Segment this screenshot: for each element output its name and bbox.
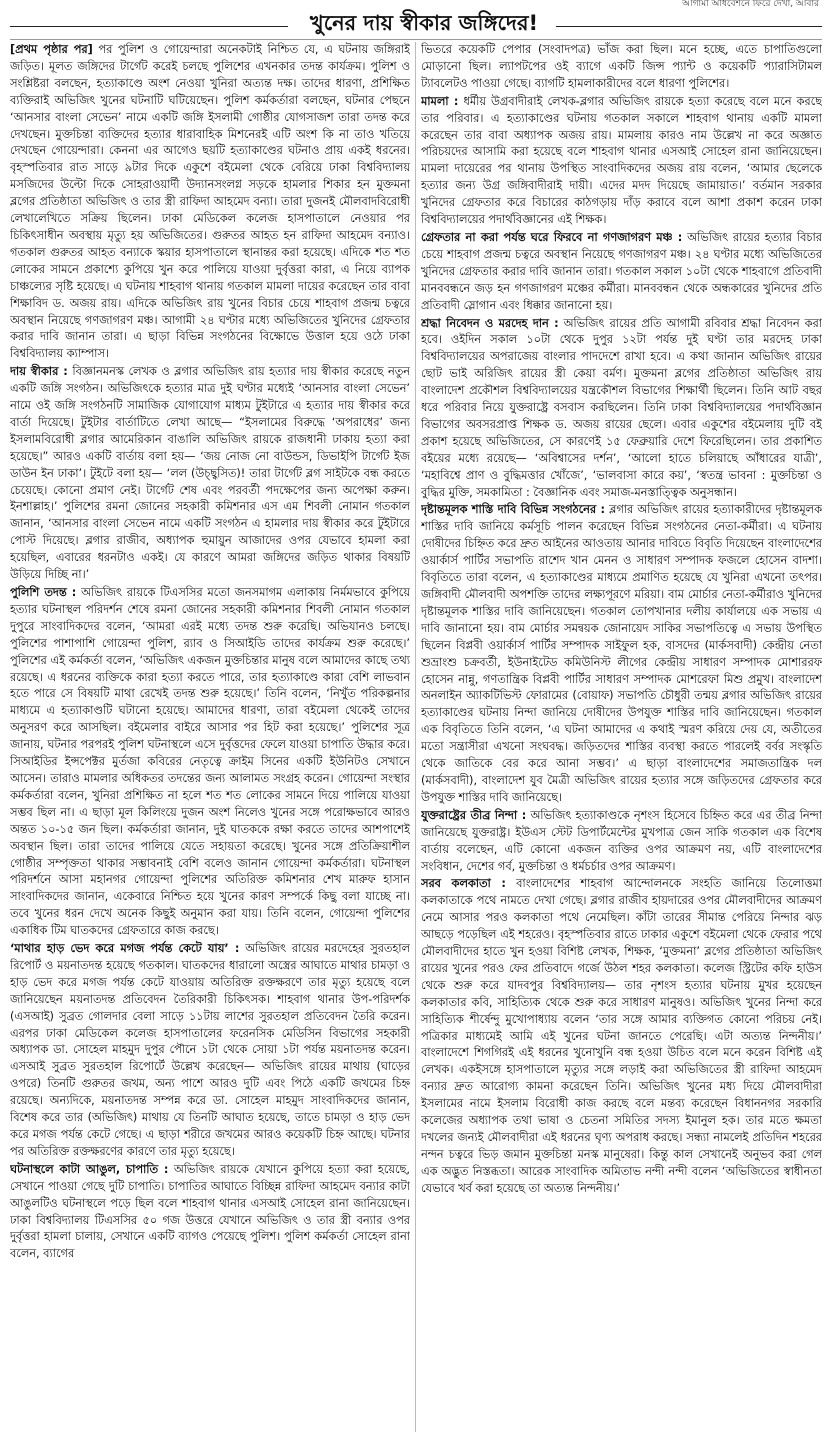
section-heading-us: যুক্তরাষ্ট্রের তীব্র নিন্দা : [421, 808, 527, 822]
paragraph-us-condemn [421, 808, 822, 876]
section-heading-gonojagoron: গ্রেফতার না করা পর্যন্ত ঘরে ফিরবে না গণজাগরণ মঞ্চ : [421, 230, 683, 244]
headline-rule-bottom [10, 39, 822, 40]
previous-headline-fragment: আগামী অধিবেশনে ফিরে দেখা, আবার [682, 0, 819, 8]
section-heading-kolkata: সরব কলকাতা : [421, 877, 506, 891]
paragraph-evidence [10, 1162, 410, 1263]
paragraph-text: ব্লগার অভিজিৎ রায়ের হত্যাকারীদের দৃষ্টান্তমূলক শাস্তির দাবি জানিয়ে কর্মসূচি পালন করেছেন বিভিন্ন সংগঠনের নেতা-কর্মীরা। এ ঘটনায় দোষীদের চিহ্নিত করে দ্রুত আইনের আওতায় আনার দাবিতে বিবৃতি দিয়েছেন বাংলাদেশের ওয়ার্কার্স পার্টির সভাপতি রাশেদ খান মেনন ও সাধারণ সম্পাদক ফজলে হোসেন বাদশা। বিবৃতিতে তারা বলেন, এ হত্যাকাণ্ডের মাধ্যমে প্রমাণিত হয়েছে যে খুনিরা এখনো তৎপর। জঙ্গিবাদী মৌলবাদী অপশক্তি তাদের লক্ষ্যপূরণে মরিয়া। বাম মোর্চার নেতা-কর্মীরাও খুনিদের দৃষ্টান্তমূলক শাস্তির দাবি জানিয়েছেন। গতকাল তোপখানার দলীয় কার্যালয়ে এক সভায় এ দাবি জানানো হয়। বাম মোর্চার সমন্বয়ক জোনায়েদ সাকির সভাপতিত্বে এ সভায় উপস্থিত ছিলেন বিপ্লবী ওয়ার্কার্স পার্টির সম্পাদক সাইফুল হক, বাসদের (মার্কসবাদী) কেন্দ্রীয় নেতা শুভ্রাংশু চক্রবর্তী, ইউনাইটেড কমিউনিস্ট লীগের কেন্দ্রীয় সাধারণ সম্পাদক মোশাররফ হোসেন নান্নু, গণতান্ত্রিক বিপ্লবী পার্টির সাধারণ সম্পাদক মোশরেফা মিশু প্রমুখ। বাংলাদেশ অনলাইন অ্যাকটিভিস্ট ফোরামের (বোয়াফ) সভাপতি চৌধুরী তন্ময় ব্লগার অভিজিৎ রায়ের হত্যাকাণ্ডের ঘটনায় নিন্দা জানিয়ে দোষীদের উপযুক্ত শাস্তির দাবি জানিয়েছেন। গতকাল এক বিবৃতিতে তিনি বলেন, ‘এ ঘটনা আমাদের এ কথাই স্মরণ করিয়ে দেয় যে, অতীতের মতো সন্ত্রাসীরা এখনো সংঘবদ্ধ। জড়িতদের শাস্তির ব্যবস্থা করতে পারলেই বর্বর সংস্কৃতি থেকে জাতিকে বের করে আনা সম্ভব।’ এ ছাড়া বাংলাদেশের সমাজতান্ত্রিক দল (মার্কসবাদী), বাংলাদেশ যুব মৈত্রী অভিজিৎ রায়ের হত্যার সঙ্গে জড়িতদের গ্রেফতার করে উপযুক্ত শাস্তির দাবি জানিয়েছে। [421, 503, 822, 804]
kicker-bracket-open: [ [10, 43, 16, 56]
kicker-bracket-close: ] [87, 43, 93, 56]
paragraph-gonojagoron [421, 230, 822, 315]
paragraph-text: পর পুলিশ ও গোয়েন্দারা অনেকটাই নিশ্চিত যে, এ ঘটনায় জঙ্গিরাই জড়িত। মূলত জঙ্গিদের টার্গেট করেই চলছে পুলিশের এখনকার তদন্ত কার্যক্রম। পুলিশ ও সংশ্লিষ্টরা বলছেন, হত্যাকাণ্ডে অংশ নেওয়া খুনিরা অত্যন্ত দক্ষ। তাদের ধারণা, প্রশিক্ষিত ব্যক্তিরাই অভিজিৎ খুনের ঘটনাটি ঘটিয়েছেন। পুলিশ কর্মকর্তারা বলছেন, ঘটনার পেছনে ‘আনসার বাংলা সেভেন’ নামে একটি জঙ্গি ইসলামী গোষ্ঠীর যোগসাজশ তারা তদন্ত করে দেখছেন। মুক্তচিন্তা ব্যক্তিদের হত্যার ধারাবাহিক মিশনেরই এটি অংশ কি না তাও খতিয়ে দেখছেন গোয়েন্দারা। কেননা এর আগেও ছয়টি হত্যাকাণ্ডের ঘটনাও প্রায় একই ধরনের। বৃহস্পতিবার রাত সাড়ে ৯টার দিকে একুশে বইমেলা থেকে বেরিয়ে ঢাকা বিশ্ববিদ্যালয় মসজিদের উল্টো দিকে সোহরাওয়ার্দী উদ্যানসংলগ্ন সড়কে হামলার শিকার হন মুক্তমনা ব্লগের প্রতিষ্ঠাতা অভিজিৎ ও তার স্ত্রী রাফিদা আহমেদ বন্যা। তারা দুজনই মৌলবাদবিরোধী লেখালেখিতে সক্রিয় ছিলেন। ঢাকা মেডিকেল কলেজ হাসপাতালে নেওয়ার পর চিকিৎসাধীন অবস্থায় মৃত্যু হয় অভিজিতের। গুরুতর আহত হন রাফিদা আহমেদ বন্যাও। গতকাল গুরুতর আহত বন্যাকে স্কয়ার হাসপাতালে স্থানান্তর করা হয়েছে। এদিকে শত শত লোকের সামনে প্রকাশ্যে কুপিয়ে খুন করে পালিয়ে যাওয়া দুর্বৃত্তরা কারা, এ নিয়ে ব্যাপক চাঞ্চল্যের সৃষ্টি হয়েছে। এ ঘটনায় শাহবাগ থানায় গতকাল মামলা দায়ের করেছেন তার বাবা শিক্ষাবিদ ড. অজয় রায়। এদিকে অভিজিৎ রায় খুনের বিচার চেয়ে শাহবাগ প্রজন্ম চত্বরে অবস্থান নিয়েছে গণজাগরণ মঞ্চ। আগামী ২৪ ঘণ্টার মধ্যে অভিজিতের খুনিদের গ্রেফতার করার দাবি জানান তারা। এ ছাড়া বিভিন্ন সংগঠনের বিক্ষোভে উত্তাল হয়ে ওঠে ঢাকা বিশ্ববিদ্যালয় ক্যাম্পাস। [10, 43, 410, 361]
section-heading-police: পুলিশি তদন্ত : [10, 586, 77, 599]
paragraph-case [421, 94, 822, 229]
section-heading-case: মামলা : [421, 94, 459, 108]
paragraph-text: বাংলাদেশের শাহবাগ আন্দোলনকে সংহতি জানিয়ে তিলোত্তমা কলকাতাকে পথে নামতে দেখা গেছে। ব্লগার রাজীব হায়দারের ওপর মৌলবাদীদের আক্রমণ নেমে আসার পরও কলকাতা পথে নেমেছিল। কাঁটা তারের সীমান্ত পেরিয়ে নিন্দার ঝড় আছড়ে পড়েছিল এই শহরেও। বৃহস্পতিবার রাতে ঢাকার একুশে বইমেলা থেকে ফেরার পথে মৌলবাদীদের হাতে খুন হওয়া বিশিষ্ট লেখক, শিক্ষক, ‘মুক্তমনা’ ব্লগের প্রতিষ্ঠাতা অভিজিৎ রায়ের খুনের পরও ফের প্রতিবাদে গর্জে উঠল শহর কলকাতা। কলেজ স্ট্রিটের কফি হাউস থেকে শুরু করে যাদবপুর বিশ্ববিদ্যালয়— তার নৃশংস হত্যার ঘটনায় মুখর হয়েছেন কলকাতার কবি, সাহিত্যিক থেকে শুরু করে সাধারণ মানুষও। অভিজিৎ খুনের নিন্দা করে সাহিত্যিক শীর্ষেন্দু মুখোপাধ্যায় বলেন ‘তার সঙ্গে আমার ব্যক্তিগত কোনো পরিচয় নেই। পত্রিকার মাধ্যমেই আমি এই খুনের ঘটনা জানতে পেরেছি। এটা অত্যন্ত নিন্দনীয়।’ বাংলাদেশে শিগগিরই এই ধরনের খুনোখুনি বন্ধ হওয়া উচিত বলে মনে করেন বিশিষ্ট এই লেখক। একইসঙ্গে হাসপাতালে মৃত্যুর সঙ্গে লড়াই করা অভিজিতের স্ত্রী রাফিদা আহমেদ বন্যার দ্রুত আরোগ্য কামনা করেছেন তিনি। অভিজিৎ খুনের মধ্য দিয়ে মৌলবাদীরা ইসলামের নামে ইসলাম বিরোধী কাজ করছে বলে মন্তব্য করেছেন বিধাননগর সরকারি কলেজের অধ্যাপক তথা ভাষা ও চেতনা সমিতির সদস্য ইমানুল হক। তার মতে ক্ষমতা দখলের জন্যই মৌলবাদীরা এই ধরনের ঘৃণ্য অপরাধ করছে। সন্ধ্যা নামলেই প্রতিদিন শহরের নন্দন চত্বরে ভিড় জমান মুক্তচিন্তা মনস্ক মানুষেরা। কিন্তু কাল সেখানেই অনুভব করা গেল এক অদ্ভুত নিস্তব্ধতা। আরেক সাংবাদিক অমিতাভ নন্দী নন্দী বলেন ‘অভিজিতের স্বাধীনতা যেভাবে খর্ব করা হয়েছে তা অত্যন্ত নিন্দনীয়।’ [421, 877, 822, 1195]
continued-kicker: প্রথম পৃষ্ঠার পর [15, 43, 88, 56]
article-column-right [421, 42, 822, 1436]
page-headline: খুনের দায় স্বীকার জঙ্গিদের! [309, 11, 539, 35]
paragraph-tribute [421, 316, 822, 502]
section-heading-evidence: ঘটনাস্থলে কাটা আঙুল, চাপাতি : [10, 1162, 169, 1176]
section-heading-tribute: শ্রদ্ধা নিবেদন ও মরদেহ দান : [421, 316, 559, 330]
paragraph-text: অভিজিৎ হত্যাকাণ্ডকে নৃশংস হিসেবে চিহ্নিত করে এর তীব্র নিন্দা জানিয়েছে যুক্তরাষ্ট্র। ইউএস স্টেট ডিপার্টমেন্টের মুখপাত্র জেন সাকি গতকাল এক বিশেষ বার্তায় বলেছেন, এটি কোনো একজন ব্যক্তির ওপর আক্রমণ নয়, এটি বাংলাদেশের সংবিধান, দেশের গর্ব, মুক্তচিন্তা ও ধর্মচর্চার ওপর আক্রমণ। [421, 808, 822, 873]
paragraph-bag [421, 42, 822, 93]
paragraph-text: অভিজিৎ রায়কে টিএসসির মতো জনসমাগম এলাকায় নির্মমভাবে কুপিয়ে হত্যার ঘটনাস্থল পরিদর্শন শেষে রমনা জোনের সহকারী কমিশনার শিবলী নোমান গতকাল দুপুরে সাংবাদিকদের বলেন, ‘আমরা এরই মধ্যে তদন্ত শুরু করেছি। অভিযানও চলছে। পুলিশের পাশাপাশি গোয়েন্দা পুলিশ, র‍্যাব ও সিআইডি তাদের কার্যক্রম শুরু করেছে।’ পুলিশের এই কর্মকর্তা বলেন, ‘অভিজিৎ একজন মুক্তচিন্তার মানুষ বলে আমাদের কাছে তথ্য রয়েছে। এ ধরনের ব্যক্তিকে কারা হত্যা করতে পারে, তার হত্যাকাণ্ডে কারা বেশি লাভবান হতে পারে সে বিষয়টি মাথা রেখেই তদন্ত শুরু হয়েছে।’ তিনি বলেন, ‘নিখুঁত পরিকল্পনার মাধ্যমে এ হত্যাকাণ্ডটি ঘটানো হয়েছে। আমাদের ধারণা, তারা বইমেলা থেকেই তাদের অনুসরণ করে আসছিল। বইমেলার বাইরে আসার পর হিট করা হয়েছে।’ পুলিশের সূত্র জানায়, ঘটনার পরপরই পুলিশ ঘটনাস্থলে এসে দুর্বৃত্তদের ফেলে যাওয়া চাপাতি উদ্ধার করে। সিআইডির ইন্সপেক্টর মুর্তজা কবিরের নেতৃত্বে ক্রাইম সিনের একটি ইউনিটও সেখানে আসেন। তারাও মামলার অধিকতর তদন্তের জন্য আলামত সংগ্রহ করেন। গোয়েন্দা সংস্থার কর্মকর্তারা বলেন, খুনিরা প্রশিক্ষিত না হলে শত শত লোকের সামনে দিয়ে পালিয়ে যাওয়া সম্ভব ছিল না। এ ছাড়া মূল কিলিংয়ে দুজন অংশ নিলেও খুনের সঙ্গে পরোক্ষভাবে আরও অন্তত ১০-১৫ জন ছিল। কর্মকর্তারা জানান, দুই ঘাতককে রক্ষা করতে তাদের আশপাশেই অবস্থান ছিল। তারা তাদের পালিয়ে যেতে সহায়তা করেছে। খুনের সঙ্গে প্রতিক্রিয়াশীল গোষ্ঠীর সম্পৃক্ততা থাকার সম্ভাবনাই বেশি বলেও জানান গোয়েন্দা কর্মকর্তারা। ঘটনাস্থল পরিদর্শনে আসা মহানগর গোয়েন্দা পুলিশের অতিরিক্ত কমিশনার শেখ মারুফ হাসান সাংবাদিকদের জানান, একেবারে নিশ্চিত হয়ে খুনের কারণ সম্পর্কে কিছু বলা যাচ্ছে না। তবে খুনের ধরন দেখে অনেক কিছুই অনুমান করা যায়। তিনি বলেন, গোয়েন্দা পুলিশের একাধিক টিম ঘাতকদের গ্রেফতারে কাজ করছে। [10, 586, 410, 938]
paragraph-text: অভিজিৎ রায়কে যেখানে কুপিয়ে হত্যা করা হয়েছে, সেখানে পাওয়া গেছে দুটি চাপাতি। চাপাতির আঘাতে বিচ্ছিন্ন রাফিদা আহমেদ বন্যার কাটা আঙুলটিও ঘটনাস্থলে পড়ে ছিল বলে শাহবাগ থানার এসআই সোহেল রানা জানিয়েছেন। ঢাকা বিশ্ববিদ্যালয় টিএসসির ৫০ গজ উত্তরে যেখানে অভিজিৎ ও তার স্ত্রী বন্যার ওপর দুর্বৃত্তরা হামলা চালায়, সেখানে একটি ব্যাগও পেয়েছে পুলিশ। পুলিশ কর্মকর্তা সোহেল রানা বলেন, ব্যাগের [10, 1162, 410, 1261]
paragraph-text: অভিজিৎ রায়ের হত্যার বিচার চেয়ে শাহবাগ প্রজন্ম চত্বরে অবস্থান নিয়েছে গণজাগরণ মঞ্চ। ২৪ ঘণ্টার মধ্যে অভিজিতের খুনিদের গ্রেফতার করার দাবি জানান তারা। গতকাল সকাল ১০টা থেকে শাহবাগে প্রতিবাদী মানববন্ধনে জড় হন গণজাগরণ মঞ্চের কর্মীরা। মানববন্ধন থেকে অন্ধকারের খুনিদের প্রতি প্রতিবাদী স্লোগান এবং ধিক্কার জানানো হয়। [421, 230, 822, 312]
paragraph-police-investigation [10, 585, 410, 940]
column-divider [415, 42, 416, 1432]
paragraph-organizations [421, 502, 822, 806]
paragraph-text: অভিজিৎ রায়ের প্রতি আগামী রবিবার শ্রদ্ধা নিবেদন করা হবে। ওইদিন সকাল ১০টা থেকে দুপুর ১২টা পর্যন্ত দুই ঘণ্টা তার মরদেহ ঢাকা বিশ্ববিদ্যালয়ের অপরাজেয় বাংলার পাদদেশে রাখা হবে। এ কথা জানান অভিজিৎ রায়ের ছোট ভাই অরিজিৎ রায়ের স্ত্রী কেয়া বর্মণ। মুক্তমনা ব্লগের প্রতিষ্ঠাতা অভিজিৎ রায় বাংলাদেশ প্রকৌশল বিশ্ববিদ্যালয়ের যন্ত্রকৌশল বিভাগের শিক্ষার্থী ছিলেন। তিনি আট বছর ধরে পরিবার নিয়ে যুক্তরাষ্ট্রে বসবাস করছিলেন। তিনি ঢাকা বিশ্ববিদ্যালয়ের পদার্থবিজ্ঞান বিভাগের অবসরপ্রাপ্ত শিক্ষক ড. অজয় রায়ের ছেলে। এবার একুশের বইমেলায় দুটি বই প্রকাশ হয়েছে অভিজিতের, সে কারণেই ১৫ ফেব্রুয়ারি দেশে ফিরেছিলেন। তার প্রকাশিত বইয়ের মধ্যে রয়েছে— ‘অবিশ্বাসের দর্শন’, ‘আলো হাতে চলিয়াছে আঁধারের যাত্রী’, ‘মহাবিশ্বে প্রাণ ও বুদ্ধিমত্তার খোঁজে’, ‘ভালবাসা কারে কয়’, ‘স্বতন্ত্র ভাবনা : মুক্তচিন্তা ও বুদ্ধির মুক্তি, সমকামিতা : বৈজ্ঞানিক এবং সমাজ-মনস্তাত্ত্বিক অনুসন্ধান। [421, 316, 822, 499]
paragraph-autopsy [10, 941, 410, 1161]
article-column-left [10, 42, 410, 1436]
section-heading-autopsy: ‘মাথার হাড় ভেদ করে মগজ পর্যন্ত কেটে যায়’ : [10, 942, 240, 956]
paragraph-claim [10, 364, 410, 584]
section-heading-claim: দায় স্বীকার : [10, 365, 68, 379]
section-heading-organizations: দৃষ্টান্তমূলক শাস্তি দাবি বিভিন্ন সংগঠনের : [421, 503, 606, 517]
paragraph-text: ভিতরে কয়েকটি পেপার (সংবাদপত্র) ভাঁজ করা ছিল। মনে হচ্ছে, এতে চাপাতিগুলো মোড়ানো ছিল। ল্যাপটপের ওই ব্যাগে একটি জিন্স প্যান্ট ও কয়েকটি প্যারাসিটামল ট্যাবলেটও পাওয়া গেছে। ব্যাগটি হামলাকারীদের বলে ধারণা পুলিশের। [421, 43, 822, 90]
headline-rule-left [10, 26, 288, 27]
paragraph-text: অভিজিৎ রায়ের মরদেহের সুরতহাল রিপোর্ট ও ময়নাতদন্ত হয়েছে গতকাল। ঘাতকদের ধারালো অস্ত্রের আঘাতে মাথার চামড়া ও হাড় ভেদ করে মগজ পর্যন্ত কেটে যাওয়ায় অতিরিক্ত রক্তক্ষরণে তার মৃত্যু হয়েছে বলে জানিয়েছেন ময়নাতদন্ত প্রতিবেদন তৈরিকারী চিকিৎসক। শাহবাগ থানার উপ-পরিদর্শক (এসআই) সুব্রত গোলদার বেলা সাড়ে ১১টায় লাশের সুরতহাল প্রতিবেদন তৈরি করেন। এরপর ঢাকা মেডিকেল কলেজ হাসপাতালের ফরেনসিক মেডিসিন বিভাগের সহকারী অধ্যাপক ডা. সোহেল মাহমুদ দুপুর পৌনে ১টা থেকে সোয়া ১টা পর্যন্ত ময়নাতদন্ত করেন। এসআই সুব্রত সুরতহাল রিপোর্টে উল্লেখ করেছেন— অভিজিৎ রায়ের মাথায় (ঘাড়ের ওপরে) তিনটি গুরুতর জখম, অন্য পাশে আরও দুটি এবং পিঠে একটি জখমের চিহ্ন রয়েছে। অন্যদিকে, ময়নাতদন্ত সম্পন্ন করে ডা. সোহেল মাহমুদ সাংবাদিকদের জানান, বিশেষ করে তার (অভিজিৎ) মাথায় যে তিনটি আঘাত হয়েছে, তাতে চামড়া ও হাড় ভেদ করে মগজ পর্যন্ত কেটে গেছে। এ ছাড়া শরীরে জখমের আরও কয়েকটি চিহ্ন আছে। ঘটনার পর অতিরিক্ত রক্তক্ষরণের কারণে তার মৃত্যু হয়েছে। [10, 942, 410, 1158]
paragraph-kolkata [421, 876, 822, 1197]
paragraph-text: ধর্মীয় উগ্রবাদীরাই লেখক-ব্লগার অভিজিৎ রায়কে হত্যা করেছে বলে মনে করছে তার পরিবার। এ হত্যাকাণ্ডের ঘটনায় গতকাল সকালে শাহবাগ থানায় একটি মামলা করেছেন তার বাবা অধ্যাপক অজয় রায়। মামলায় কারও নাম উল্লেখ না করে অজ্ঞাত পরিচয়দের আসামি করা হয়েছে বলে শাহবাগ থানার এসআই সোহেল রানা জানিয়েছেন। মামলা দায়েরের পর থানায় উপস্থিত সাংবাদিকদের অজয় রায় বলেন, ‘আমার ছেলেকে হত্যার জন্য উগ্র জঙ্গিবাদীরাই দায়ী। এদের মদদ দিয়েছে জামায়াত।’ বর্তমান সরকার খুনিদের গ্রেফতার করে বিচারের কাঠগড়ায় দাঁড় করাবে বলে আশা প্রকাশ করেন ঢাকা বিশ্ববিদ্যালয়ের পদার্থবিজ্ঞানের এই শিক্ষক। [421, 94, 822, 227]
paragraph-text: বিজ্ঞানমনস্ক লেখক ও ব্লগার অভিজিৎ রায় হত্যার দায় স্বীকার করেছে নতুন একটি জঙ্গি সংগঠন। অভিজিৎকে হত্যার মাত্র দুই ঘণ্টার মধ্যেই ‘আনসার বাংলা সেভেন’ নামে ওই জঙ্গি সংগঠনটি সামাজিক যোগাযোগ মাধ্যম টুইটারে এ হত্যার দায় স্বীকার করে বার্তা দিয়েছে। টুইটার বার্তাটিতে লেখা আছে— “ইসলামের বিরুদ্ধে ‘অপরাধের’ জন্য ইসলামবিরোধী ব্লগার আমেরিকান বাঙালি অভিজিৎ রায়কে রাজধানী ঢাকায় হত্যা করা হয়েছে।” আরও একটি বার্তায় বলা হয়— ‘জয় নোজ নো বাউন্ডস, ডিভাইপি টার্গেট ইজ ডাউন ইন ঢাকা’। টুইটে বলা হয়— ‘লল (উচ্ছ্বসিত)! তারা টার্গেট ব্লগ সাইটকে বন্ধ করতে চেয়েছে। কোনো প্রমাণ নেই। টার্গেট শেষ এবং পরবর্তী পদক্ষেপের জন্য অপেক্ষা করুন। ইনশাল্লাহ।’ পুলিশের রমনা জোনের সহকারী কমিশনার এস এম শিবলী নোমান গতকাল জানান, ‘আনসার বাংলা সেভেন নামে একটি সংগঠন এ হামলার দায় স্বীকার করে টুইটারে পোস্ট দিয়েছে। ব্লগার রাজীব, অধ্যাপক হুমায়ুন আজাদের ওপর যেভাবে হামলা করা হয়েছিল, এবারের ধরনটাও একই। যে কারণে আমরা জঙ্গিদের জড়িত থাকার বিষয়টি উড়িয়ে দিচ্ছি না।’ [10, 365, 410, 582]
headline-rule-right [556, 26, 822, 27]
paragraph-intro [10, 42, 410, 363]
